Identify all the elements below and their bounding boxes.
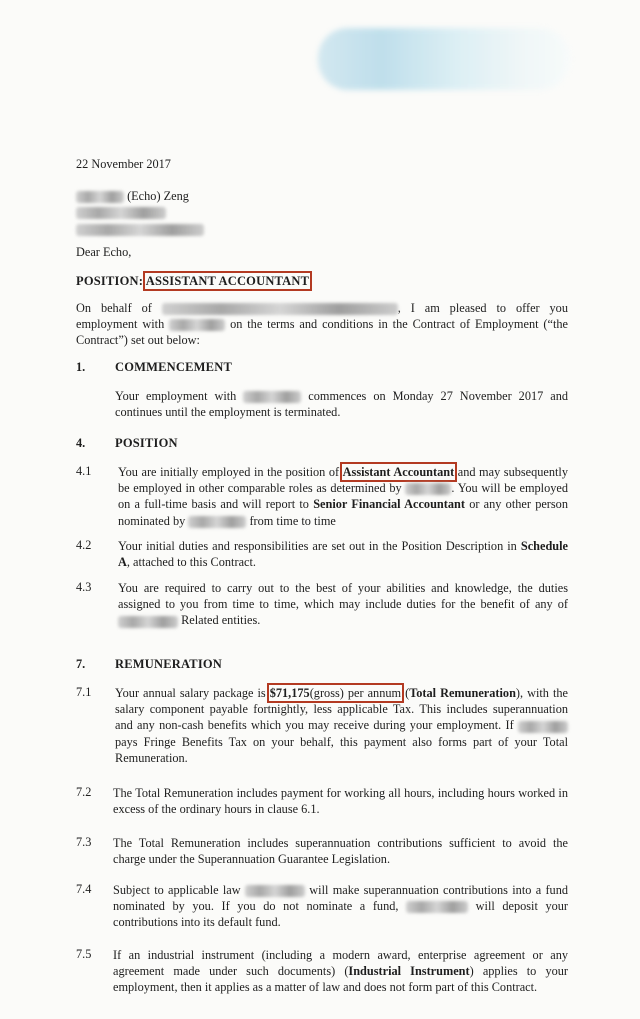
letter-date: 22 November 2017: [76, 157, 171, 171]
section-1-text: Your employment with commences on Monday 27 November 2017 and continues until the employment is terminated.: [115, 389, 569, 420]
redacted-company: [406, 901, 468, 913]
clause-4-2-text: Your initial duties and responsibilities are set out in the Position Description in Schedule A, attached to this Contract.: [118, 539, 569, 570]
clause-7-3-text: The Total Remuneration includes superannuation contributions sufficient to avoid the charge under the Superannuation Guarantee Legislation.: [113, 836, 568, 867]
addressee-street: [76, 204, 296, 220]
clause-7-4-text: Subject to applicable law will make superannuation contributions into a fund nominated by you. If you do not nominate a fund, will deposit your contributions into its default fund.: [113, 883, 569, 930]
section-1-heading: COMMENCEMENT: [115, 360, 232, 374]
section-7-number: 7.: [76, 657, 86, 671]
salutation: Dear Echo,: [76, 245, 132, 259]
position-line: [76, 274, 309, 289]
redacted-company-name: [162, 303, 398, 315]
clause-4-1-text: You are initially employed in the position of Assistant Accountant and may subsequently be employed in other comparable roles as determined by . You will be employed on a full-time basis and will report to Senior Financial Accountant or any other person nominated by from time to time: [118, 465, 568, 528]
section-7-heading: REMUNERATION: [115, 657, 223, 671]
redacted-suburb: [76, 224, 204, 236]
salary-highlight: $71,175(gross) per annum: [269, 686, 402, 700]
section-1-number: 1.: [76, 360, 86, 374]
position-title-highlight: ASSISTANT ACCOUNTANT: [145, 274, 310, 288]
section-4-heading: POSITION: [115, 436, 178, 450]
clause-7-2-text: The Total Remuneration includes payment for working all hours, including hours worked in excess of the ordinary hours in clause 6.1.: [113, 786, 568, 817]
section-4-number: 4.: [76, 436, 86, 450]
redacted-company: [188, 516, 246, 528]
addressee-suburb: [76, 220, 296, 236]
salary-amount: $71,175: [269, 686, 310, 700]
clause-7-1-number: 7.1: [76, 685, 92, 699]
redacted-company: [243, 391, 301, 403]
addressee-name: (Echo) Zeng: [76, 188, 296, 204]
redacted-first-name: [76, 191, 124, 203]
clause-7-4-number: 7.4: [76, 882, 92, 896]
redacted-street: [76, 207, 166, 219]
redacted-company: [405, 483, 451, 495]
clause-4-1-number: 4.1: [76, 464, 92, 478]
addressee-block: [76, 188, 296, 237]
clause-4-3-number: 4.3: [76, 580, 92, 594]
clause-4-3-text: You are required to carry out to the best of your abilities and knowledge, the duties assigned to you from time to time, which may include duties for the benefit of any of Related entities.: [118, 581, 568, 628]
clause-4-2-number: 4.2: [76, 538, 92, 552]
clause-7-1-text: Your annual salary package is $71,175(gross) per annum (Total Remuneration), with the salary component payable fortnightly, less applicable Tax. This includes superannuation and any non-cash benefits which you may receive during your employment. If pays Fringe Benefits Tax on your behalf, this payment also forms part of your Total Remuneration.: [115, 686, 568, 765]
clause-7-3-number: 7.3: [76, 835, 92, 849]
role-highlight: Assistant Accountant: [342, 465, 455, 479]
company-logo-redacted: [318, 28, 570, 90]
clause-7-5-number: 7.5: [76, 947, 92, 961]
intro-paragraph: On behalf of , I am pleased to offer you employment with on the terms and conditions in the Contract of Employment (“the Contract”) set out below:: [76, 301, 568, 348]
clause-7-5-text: If an industrial instrument (including a modern award, enterprise agreement or any agreement made under such documents) (Industrial Instrument) applies to your employment, then it applies as a matter of law and does not form part of this Contract.: [113, 948, 568, 995]
position-label: POSITION:: [76, 274, 144, 288]
redacted-company: [118, 616, 178, 628]
redacted-company: [245, 885, 305, 897]
redacted-company: [169, 319, 225, 331]
reports-to: Senior Financial Accountant: [313, 497, 465, 512]
clause-7-2-number: 7.2: [76, 785, 92, 799]
redacted-company: [518, 721, 568, 733]
